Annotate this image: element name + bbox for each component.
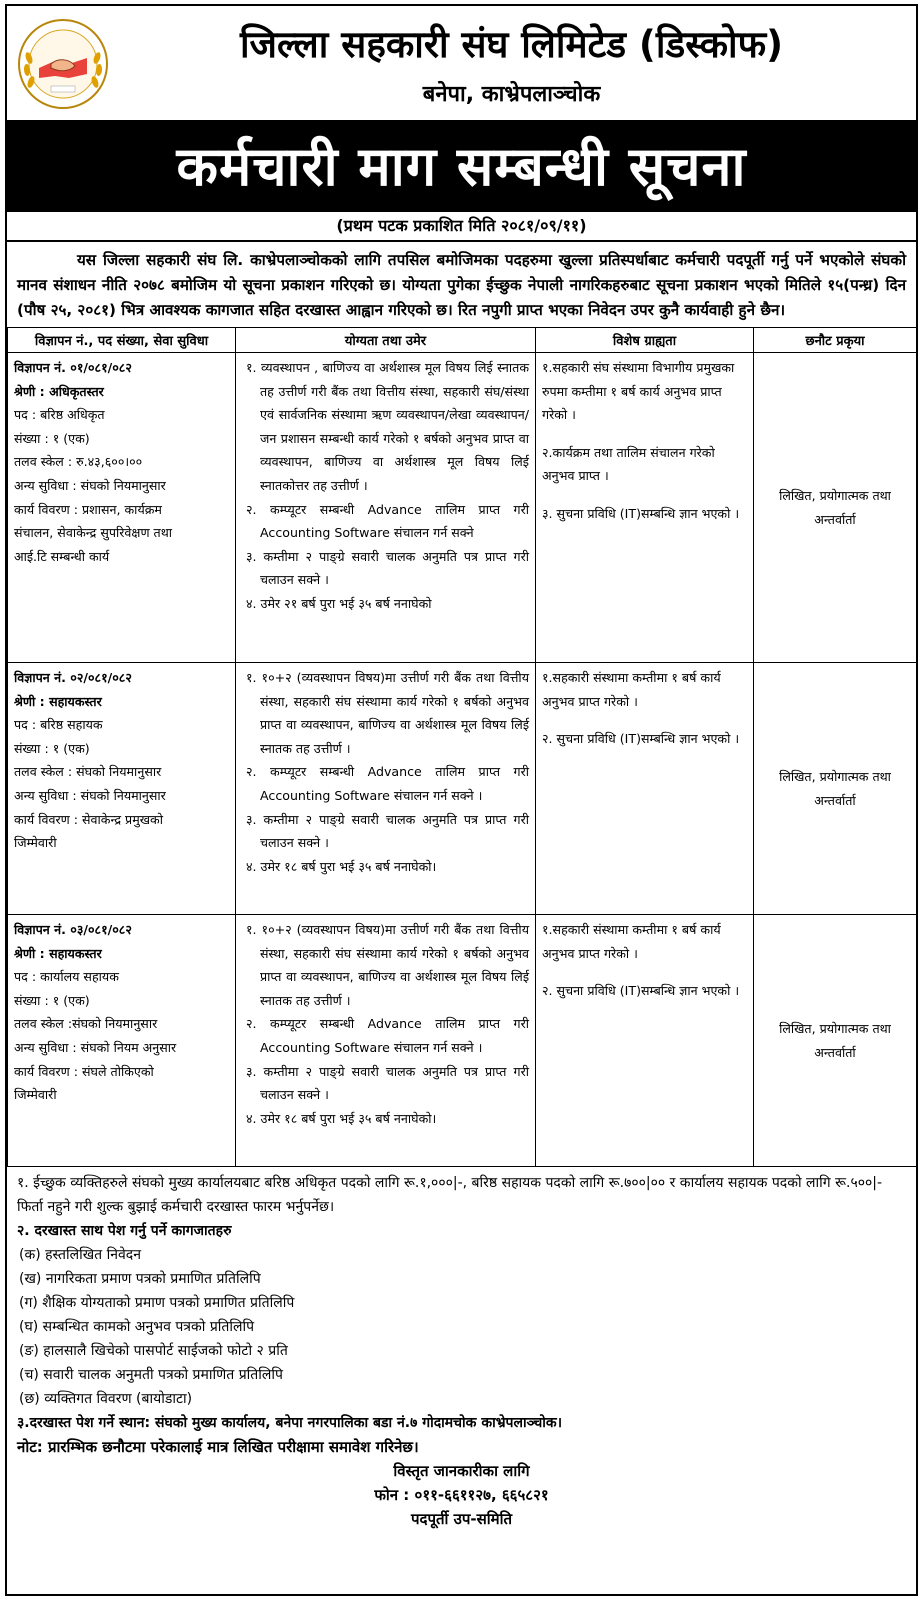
list-item: (ग) शैक्षिक योग्यताको प्रमाण पत्रको प्रमाणित प्रतिलिपि bbox=[19, 1295, 295, 1311]
job-description-cont: आई.टि सम्बन्धी कार्य bbox=[14, 548, 110, 564]
salary-scale: तलव स्केल : संघको नियमानुसार bbox=[14, 764, 162, 780]
fee-note: १. ईच्छुक व्यक्तिहरुले संघको मुख्य कार्यालयबाट बरिष्ठ अधिकृत पदको लागि रू.१,०००|-, बरिष्ठ सहायक पदको लागि रू.७००|०० र कार्यालय सहायक पदको लागि रू.५००|- फिर्ता नहुने गरी शुल्क बुझाई कर्मचारी दरखास्त फारम भर्नुपर्नेछ। bbox=[17, 1175, 883, 1215]
header bbox=[7, 6, 916, 122]
notice-page bbox=[5, 4, 918, 1596]
documents-list bbox=[17, 1243, 906, 1411]
special-preference-cell bbox=[536, 915, 754, 1167]
qualification-item: १. व्यवस्थापन , बाणिज्य वा अर्थशास्त्र मूल विषय लिई स्नातक तह उत्तीर्ण गरी बैंक तथा वित्तीय संस्था, सहकारी संघ/संस्था एवं सार्वजनिक संस्थामा ऋण व्यवस्थापन/लेखा व्यवस्थापन/जन प्रशासन सम्बन्धी कार्य गरेको १ बर्षको अनुभव प्राप्त वा व्यवस्थापन, बाणिज्य वा अर्थशास्त्र मूल विषय लिई स्नातकोत्तर तह उत्तीर्ण । bbox=[246, 360, 529, 493]
post-count: संख्या : १ (एक) bbox=[14, 740, 90, 756]
list-item: (ख) नागरिकता प्रमाण पत्रको प्रमाणित प्रतिलिपि bbox=[19, 1271, 261, 1287]
special-item: १.सहकारी संघ संस्थामा विभागीय प्रमुखका रुपमा कम्तीमा १ बर्ष कार्य अनुभव प्राप्त गरेको । bbox=[542, 360, 735, 423]
contact-title: विस्तृत जानकारीका लागि bbox=[393, 1462, 530, 1480]
contact-phone: फोन : ०११-६६११२७, ६६५८२१ bbox=[374, 1486, 549, 1504]
special-item: २. सुचना प्रविधि (IT)सम्बन्धि ज्ञान भएको । bbox=[542, 983, 740, 999]
post-title: पद : कार्यालय सहायक bbox=[14, 969, 119, 985]
organization-address: बनेपा, काभ्रेपलाञ्चोक bbox=[422, 82, 601, 107]
special-item: २. सुचना प्रविधि (IT)सम्बन्धि ज्ञान भएको । bbox=[542, 731, 740, 747]
publication-date: (प्रथम पटक प्रकाशित मिति २०८१/०९/११) bbox=[7, 212, 916, 242]
post-info-cell bbox=[8, 663, 236, 915]
notice-title-banner: कर्मचारी माग सम्बन्धी सूचना bbox=[7, 122, 916, 212]
special-item: ३. सुचना प्रविधि (IT)सम्बन्धि ज्ञान भएको । bbox=[542, 505, 740, 521]
selection-process-cell: लिखित, प्रयोगात्मक तथा अन्तर्वार्ता bbox=[754, 663, 917, 915]
column-header: विशेष ग्राह्यता bbox=[536, 328, 754, 353]
job-description: कार्य विवरण : सेवाकेन्द्र प्रमुखको bbox=[14, 811, 163, 827]
qualification-item: १. १०+२ (व्यवस्थापन विषय)मा उत्तीर्ण गरी बैंक तथा वित्तीय संस्था, सहकारी संघ संस्थामा कार्य गरेको १ बर्षको अनुभव प्राप्त वा व्यवस्थापन, बाणिज्य वा अर्थशास्त्र मूल विषय लिई स्नातक तह उत्तीर्ण । bbox=[246, 670, 529, 756]
qualification-item: ४. उमेर १८ बर्ष पुरा भई ३५ बर्ष ननाघेको। bbox=[246, 858, 437, 874]
qualification-item: ३. कम्तीमा २ पाङ्ग्रे सवारी चालक अनुमति पत्र प्राप्त गरी चलाउन सक्ने । bbox=[246, 811, 529, 851]
special-preference-cell bbox=[536, 663, 754, 915]
submission-place: ३.दरखास्त पेश गर्ने स्थान: संघको मुख्य कार्यालय, बनेपा नगरपालिका बडा नं.७ गोदामचोक काभ्रेपलाञ्चोक। bbox=[17, 1415, 562, 1431]
organization-name: जिल्ला सहकारी संघ लिमिटेड (डिस्कोफ) bbox=[239, 23, 784, 66]
job-description-cont: जिम्मेवारी bbox=[14, 1087, 57, 1103]
job-description: कार्य विवरण : प्रशासन, कार्यक्रम bbox=[14, 501, 162, 517]
special-preference-cell bbox=[536, 353, 754, 663]
column-header: छनौट प्रकृया bbox=[754, 328, 917, 353]
other-benefits: अन्य सुविधा : संघको नियमानुसार bbox=[14, 787, 166, 803]
ad-number: विज्ञापन नं. ०३/०८१/०८२ bbox=[14, 922, 132, 937]
post-title: पद : बरिष्ठ अधिकृत bbox=[14, 407, 105, 423]
committee-name: पदपूर्ती उप-समिति bbox=[410, 1510, 513, 1528]
list-item: (क) हस्तलिखित निवेदन bbox=[19, 1247, 141, 1263]
list-item: (घ) सम्बन्धित कामको अनुभव पत्रको प्रतिलिपि bbox=[19, 1319, 255, 1335]
post-level: श्रेणी : सहायकस्तर bbox=[14, 945, 102, 961]
salary-scale: तलव स्केल : रु.४३,६००।०० bbox=[14, 454, 143, 470]
note-text: नोट: प्रारम्भिक छनौटमा परेकालाई मात्र लिखित परीक्षामा समावेश गरिनेछ। bbox=[17, 1438, 419, 1456]
qualification-item: ३. कम्तीमा २ पाङ्ग्रे सवारी चालक अनुमति पत्र प्राप्त गरी चलाउन सक्ने । bbox=[246, 1063, 529, 1103]
ad-number: विज्ञापन नं. ०१/०८१/०८२ bbox=[14, 360, 132, 375]
salary-scale: तलव स्केल :संघको नियमानुसार bbox=[14, 1016, 158, 1032]
special-item: १.सहकारी संस्थामा कम्तीमा १ बर्ष कार्य अनुभव प्राप्त गरेको । bbox=[542, 670, 721, 709]
documents-title: २. दरखास्त साथ पेश गर्नु पर्ने कागजातहरु bbox=[17, 1223, 232, 1239]
qualification-item: २. कम्प्यूटर सम्बन्धी Advance तालिम प्राप्त गरी Accounting Software संचालन गर्न सक्ने । bbox=[246, 764, 529, 803]
qualification-item: ३. कम्तीमा २ पाङ्ग्रे सवारी चालक अनुमति पत्र प्राप्त गरी चलाउन सक्ने । bbox=[246, 548, 529, 588]
table-row bbox=[8, 915, 917, 1167]
cooperative-logo-icon bbox=[17, 18, 109, 110]
list-item: (ङ) हालसालै खिचेको पासपोर्ट साईजको फोटो २ प्रति bbox=[19, 1343, 288, 1359]
contact-block bbox=[17, 1459, 906, 1531]
intro-paragraph: यस जिल्ला सहकारी संघ लि. काभ्रेपलाञ्चोकको लागि तपसिल बमोजिमका पदहरुमा खुल्ला प्रतिस्पर्धाबाट कर्मचारी पदपूर्ती गर्नु पर्ने भएकोले संघको मानव संशाधन नीति २०७८ बमोजिम यो सूचना प्रकाशन गरिएको छ। योग्यता पुगेका ईच्छुक नेपाली नागरिकहरुबाट सूचना प्रकाशन भएको मितिले १५(पन्ध्र) दिन (पौष २५, २०८१) भित्र आवश्यक कागजात सहित दरखास्त आह्वान गरिएको छ। रित नपुगी प्राप्त भएका निवेदन उपर कुनै कार्यवाही हुने छैन। bbox=[17, 251, 906, 319]
job-description: कार्य विवरण : संघले तोकिएको bbox=[14, 1063, 154, 1079]
post-info-cell bbox=[8, 915, 236, 1167]
table-row bbox=[8, 353, 917, 663]
column-header: विज्ञापन नं., पद संख्या, सेवा सुविधा bbox=[8, 328, 236, 353]
other-benefits: अन्य सुविधा : संघको नियमानुसार bbox=[14, 477, 166, 493]
qualification-item: ४. उमेर २१ बर्ष पुरा भई ३५ बर्ष ननाघेको bbox=[246, 595, 432, 611]
qualification-item: २. कम्प्यूटर सम्बन्धी Advance तालिम प्राप्त गरी Accounting Software संचालन गर्न सक्ने । bbox=[246, 1016, 529, 1055]
qualification-cell bbox=[236, 353, 536, 663]
post-count: संख्या : १ (एक) bbox=[14, 430, 90, 446]
qualification-cell bbox=[236, 663, 536, 915]
table-row bbox=[8, 663, 917, 915]
footer-notes bbox=[7, 1167, 916, 1535]
selection-process-cell: लिखित, प्रयोगात्मक तथा अन्तर्वार्ता bbox=[754, 353, 917, 663]
qualification-cell bbox=[236, 915, 536, 1167]
post-count: संख्या : १ (एक) bbox=[14, 992, 90, 1008]
other-benefits: अन्य सुविधा : संघको नियम अनुसार bbox=[14, 1039, 177, 1055]
job-description-cont: जिम्मेवारी bbox=[14, 835, 57, 851]
list-item: (छ) व्यक्तिगत विवरण (बायोडाटा) bbox=[19, 1391, 193, 1407]
special-item: २.कार्यक्रम तथा तालिम संचालन गरेको अनुभव प्राप्त । bbox=[542, 444, 715, 484]
post-level: श्रेणी : सहायकस्तर bbox=[14, 693, 102, 709]
post-info-cell bbox=[8, 353, 236, 663]
list-item: (च) सवारी चालक अनुमती पत्रको प्रमाणित प्रतिलिपि bbox=[19, 1367, 283, 1383]
column-header: योग्यता तथा उमेर bbox=[236, 328, 536, 353]
selection-process-cell: लिखित, प्रयोगात्मक तथा अन्तर्वार्ता bbox=[754, 915, 917, 1167]
post-level: श्रेणी : अधिकृतस्तर bbox=[14, 383, 104, 399]
job-description-cont: संचालन, सेवाकेन्द्र सुपरिवेक्षण तथा bbox=[14, 525, 173, 541]
qualification-item: ४. उमेर १८ बर्ष पुरा भई ३५ बर्ष ननाघेको। bbox=[246, 1110, 437, 1126]
special-item: १.सहकारी संस्थामा कम्तीमा १ बर्ष कार्य अनुभव प्राप्त गरेको । bbox=[542, 922, 721, 961]
qualification-item: १. १०+२ (व्यवस्थापन विषय)मा उत्तीर्ण गरी बैंक तथा वित्तीय संस्था, सहकारी संघ संस्थामा कार्य गरेको १ बर्षको अनुभव प्राप्त वा व्यवस्थापन, बाणिज्य वा अर्थशास्त्र मूल विषय लिई स्नातक तह उत्तीर्ण । bbox=[246, 922, 529, 1008]
ad-number: विज्ञापन नं. ०२/०८१/०८२ bbox=[14, 670, 132, 685]
post-title: पद : बरिष्ठ सहायक bbox=[14, 717, 103, 733]
vacancy-table bbox=[7, 327, 917, 1167]
qualification-item: २. कम्प्यूटर सम्बन्धी Advance तालिम प्राप्त गरी Accounting Software संचालन गर्न सक्ने bbox=[246, 501, 529, 541]
table-header-row bbox=[8, 328, 917, 353]
